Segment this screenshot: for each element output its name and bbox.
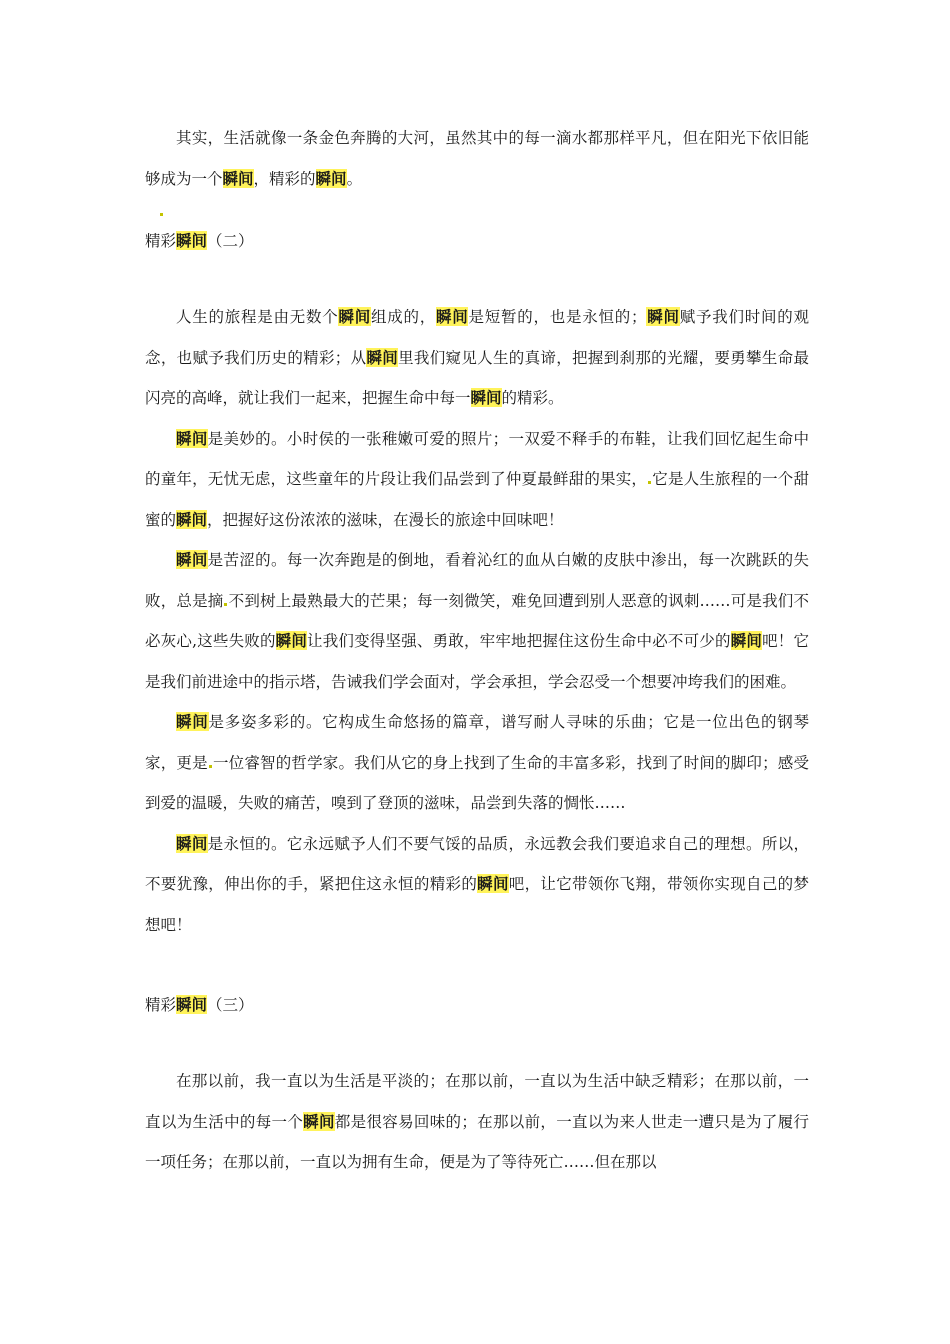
paragraph-5: 瞬间是永恒的。它永远赋予人们不要气馁的品质，永远教会我们要追求自己的理想。所以，不要犹豫，伸出你的手，紧把住这永恒的精彩的瞬间吧，让它带领你飞翔，带领你实现自己的梦想吧！ bbox=[145, 833, 809, 934]
highlight-keyword: 瞬间 bbox=[275, 631, 308, 650]
paragraph-3: 瞬间是苦涩的。每一次奔跑是的倒地，看着沁红的血从白嫩的皮肤中渗出，每一次跳跃的失败，总是摘 不到树上最熟最大的芒果；每一刻微笑，难免回遭到别人恶意的讽刺……可是我们不必灰心,这些失败的瞬间让我们变得坚强、勇敢，牢牢地把握住这份生命中必不可少的瞬间吧！它是我们前进途中的指示塔，告诫我们学会面对，学会承担，学会忍受一个想要冲垮我们的困难。 bbox=[145, 550, 809, 691]
highlight-keyword: 瞬间 bbox=[470, 388, 502, 407]
paragraph-6: 在那以前，我一直以为生活是平淡的；在那以前，一直以为生活中缺乏精彩；在那以前，一直以为生活中的每一个瞬间都是很容易回味的；在那以前，一直以为来人世走一遭只是为了履行一项任务；在那以前，一直以为拥有生命，便是为了等待死亡……但在那以 bbox=[145, 1072, 809, 1171]
highlight-keyword: 瞬间 bbox=[435, 307, 469, 326]
stray-mark bbox=[648, 481, 651, 484]
stray-mark bbox=[160, 213, 163, 216]
highlight-keyword: 瞬间 bbox=[477, 874, 509, 893]
paragraph-intro: 其实，生活就像一条金色奔腾的大河，虽然其中的每一滴水都那样平凡，但在阳光下依旧能够成为一个瞬间，精彩的瞬间。 bbox=[145, 129, 809, 188]
stray-mark bbox=[209, 765, 212, 768]
document-body bbox=[145, 118, 809, 1183]
highlight-keyword: 瞬间 bbox=[176, 712, 209, 731]
section-heading-2: 精彩瞬间（二） bbox=[145, 231, 254, 250]
highlight-keyword: 瞬间 bbox=[730, 631, 763, 650]
section-heading-3: 精彩瞬间（三） bbox=[145, 995, 254, 1014]
paragraph-2: 瞬间是美妙的。小时侯的一张稚嫩可爱的照片；一双爱不释手的布鞋，让我们回忆起生命中的童年，无忧无虑，这些童年的片段让我们品尝到了仲夏最鲜甜的果实， 它是人生旅程的一个甜蜜的瞬间，把握好这份浓浓的滋味，在漫长的旅途中回味吧！ bbox=[145, 428, 809, 529]
highlight-keyword: 瞬间 bbox=[176, 428, 208, 448]
highlight-keyword: 瞬间 bbox=[222, 168, 254, 188]
highlight-keyword: 瞬间 bbox=[176, 833, 208, 853]
highlight-keyword: 瞬间 bbox=[176, 231, 208, 250]
highlight-keyword: 瞬间 bbox=[366, 347, 399, 367]
highlight-keyword: 瞬间 bbox=[303, 1111, 335, 1131]
highlight-keyword: 瞬间 bbox=[176, 550, 208, 569]
paragraph-4: 瞬间是多姿多彩的。它构成生命悠扬的篇章，谱写耐人寻味的乐曲；它是一位出色的钢琴家，更是 一位睿智的哲学家。我们从它的身上找到了生命的丰富多彩，找到了时间的脚印；感受到爱的温暖，失败的痛苦，嗅到了登顶的滋味，品尝到失落的惆怅…… bbox=[145, 712, 809, 812]
highlight-keyword: 瞬间 bbox=[176, 995, 208, 1014]
highlight-keyword: 瞬间 bbox=[176, 509, 208, 529]
paragraph-1: 人生的旅程是由无数个瞬间组成的，瞬间是短暂的，也是永恒的；瞬间赋予我们时间的观念，也赋予我们历史的精彩；从瞬间里我们窥见人生的真谛，把握到刹那的光耀，要勇攀生命最闪亮的高峰，就让我们一起来，把握生命中每一瞬间的精彩。 bbox=[145, 307, 809, 407]
highlight-keyword: 瞬间 bbox=[338, 307, 371, 326]
highlight-keyword: 瞬间 bbox=[646, 307, 680, 326]
highlight-keyword: 瞬间 bbox=[315, 168, 347, 188]
